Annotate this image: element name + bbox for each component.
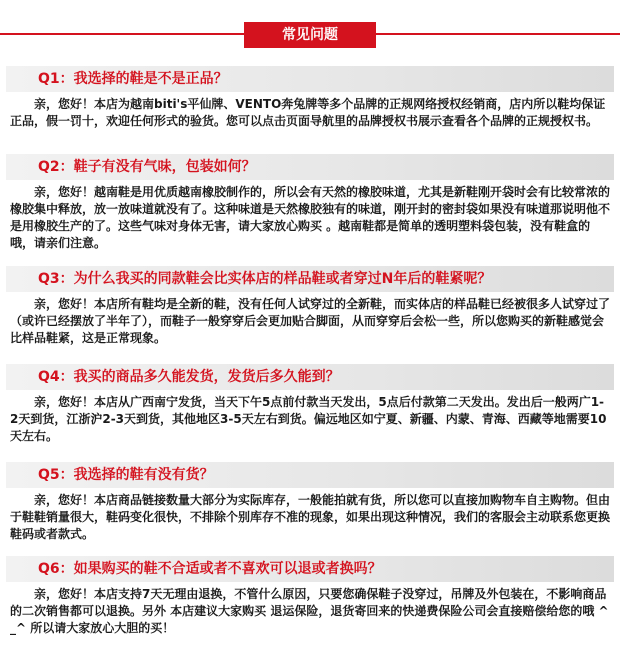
answer-text: 亲，您好！本店从广西南宁发货，当天下午5点前付款当天发出，5点后付款第二天发出。发出后一般两广1-2天到货，江浙沪2-3天到货，其他地区3-5天左右到货。偏远地区如宁夏、新疆、内蒙、青海、西藏等地需要10天左右。 [10,395,607,443]
answer-text: 亲，您好！越南鞋是用优质越南橡胶制作的，所以会有天然的橡胶味道，尤其是新鞋刚开袋时会有比较常浓的橡胶集中释放，放一放味道就没有了。这种味道是天然橡胶独有的味道，刚开封的密封袋如果没有味道那说明他不是用橡胶生产的了。这些气味对身体无害，请大家放心购买 。越南鞋都是简单的透明塑料袋包装，没有鞋盒的哦，请亲们注意。 [10,185,611,250]
question-title: Q1：我选择的鞋是不是正品？ [38,71,228,87]
question-title: Q5：我选择的鞋有没有货？ [38,467,214,483]
answer-text: 亲，您好！本店所有鞋均是全新的鞋，没有任何人试穿过的全新鞋，而实体店的样品鞋已经被很多人试穿过了（或许已经摆放了半年了），而鞋子一般穿穿后会更加贴合脚面，从而穿穿后会松一些，所以您购买的新鞋感觉会比样品鞋紧，这是正常现象。 [10,297,611,345]
question-title: Q3：为什么我买的同款鞋会比实体店的样品鞋或者穿过N年后的鞋紧呢？ [38,271,492,287]
question-title: Q6：如果购买的鞋不合适或者不喜欢可以退或者换吗？ [38,561,382,577]
question-title: Q4：我买的商品多久能发货，发货后多久能到？ [38,369,340,385]
answer-text: 亲，您好！本店为越南biti's平仙牌、VENTO奔兔牌等多个品牌的正规网络授权经销商，店内所以鞋均保证正品，假一罚十，欢迎任何形式的验货。您可以点击页面导航里的品牌授权书展示查看各个品牌的正规授权书。 [10,97,606,128]
page-title: 常见问题 [244,22,376,48]
question-title: Q2：鞋子有没有气味，包装如何？ [38,159,256,175]
page-header [0,0,620,60]
answer-text: 亲，您好！本店支持7天无理由退换，不管什么原因，只要您确保鞋子没穿过，吊牌及外包装在，不影响商品的二次销售都可以退换。另外 本店建议大家购买 退运保险，退货寄回来的快递费保险公司会直接赔偿给您的哦 ^_^ 所以请大家放心大胆的买！ [10,587,609,635]
answer-text: 亲，您好！本店商品链接数量大部分为实际库存，一般能拍就有货，所以您可以直接加购物车自主购物。但由于鞋鞋销量很大，鞋码变化很快，不排除个别库存不准的现象，如果出现这种情况，我们的客服会主动联系您更换鞋码或者款式。 [10,493,611,541]
